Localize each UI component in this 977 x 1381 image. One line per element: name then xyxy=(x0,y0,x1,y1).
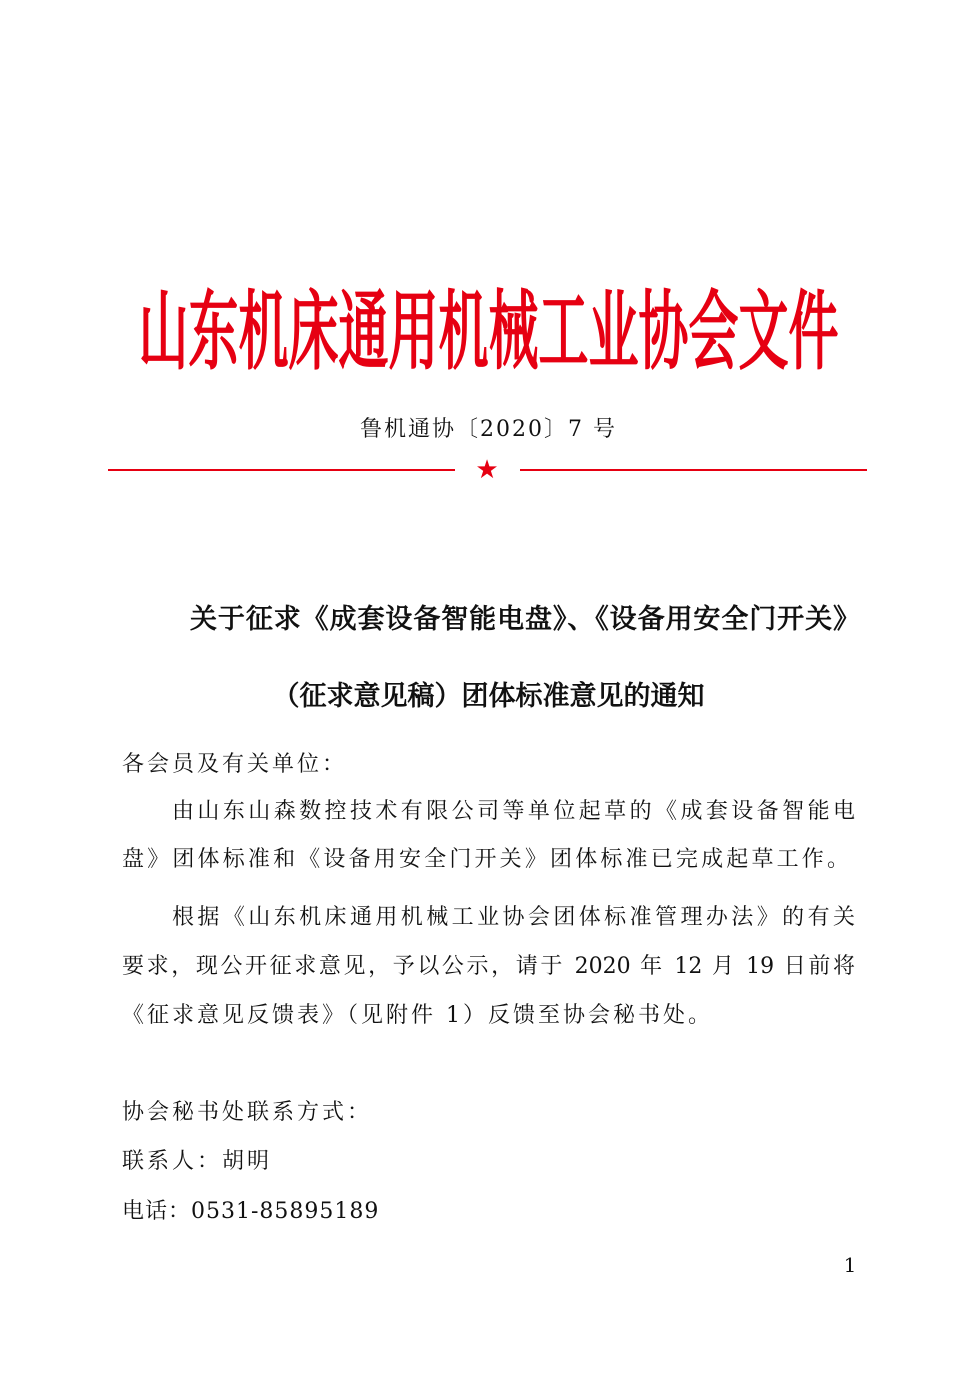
red-rule-right xyxy=(520,469,867,471)
salutation: 各会员及有关单位： xyxy=(122,752,348,777)
org-title: 山东机床通用机械工业协会文件 xyxy=(138,280,839,382)
notice-title-line-1: 关于征求《成套设备智能电盘》、《设备用安全门开关》 xyxy=(190,604,860,635)
paragraph-2-line: 根据《山东机床通用机械工业协会团体标准管理办法》的有关 xyxy=(172,905,855,930)
contact-phone: 电话：0531-85895189 xyxy=(122,1199,380,1224)
org-title-block xyxy=(0,280,977,382)
paragraph-2-line: 要求，现公开征求意见，予以公示，请于 2020 年 12 月 19 日前将 xyxy=(122,954,855,979)
notice-title-line-2: （征求意见稿）团体标准意见的通知 xyxy=(272,681,705,712)
paragraph-1-line: 由山东山森数控技术有限公司等单位起草的《成套设备智能电 xyxy=(172,799,855,824)
paragraph-1-line: 盘》团体标准和《设备用安全门开关》团体标准已完成起草工作。 xyxy=(122,847,849,872)
star-icon: ★ xyxy=(475,455,499,485)
contact-heading: 协会秘书处联系方式： xyxy=(122,1100,373,1125)
red-rule-left xyxy=(108,469,455,471)
contact-person: 联系人：胡明 xyxy=(122,1149,273,1174)
page-number: 1 xyxy=(843,1253,857,1277)
paragraph-2-line: 《征求意见反馈表》（见附件 1）反馈至协会秘书处。 xyxy=(122,1003,713,1028)
document-number: 鲁机通协〔2020〕7 号 xyxy=(360,417,617,442)
